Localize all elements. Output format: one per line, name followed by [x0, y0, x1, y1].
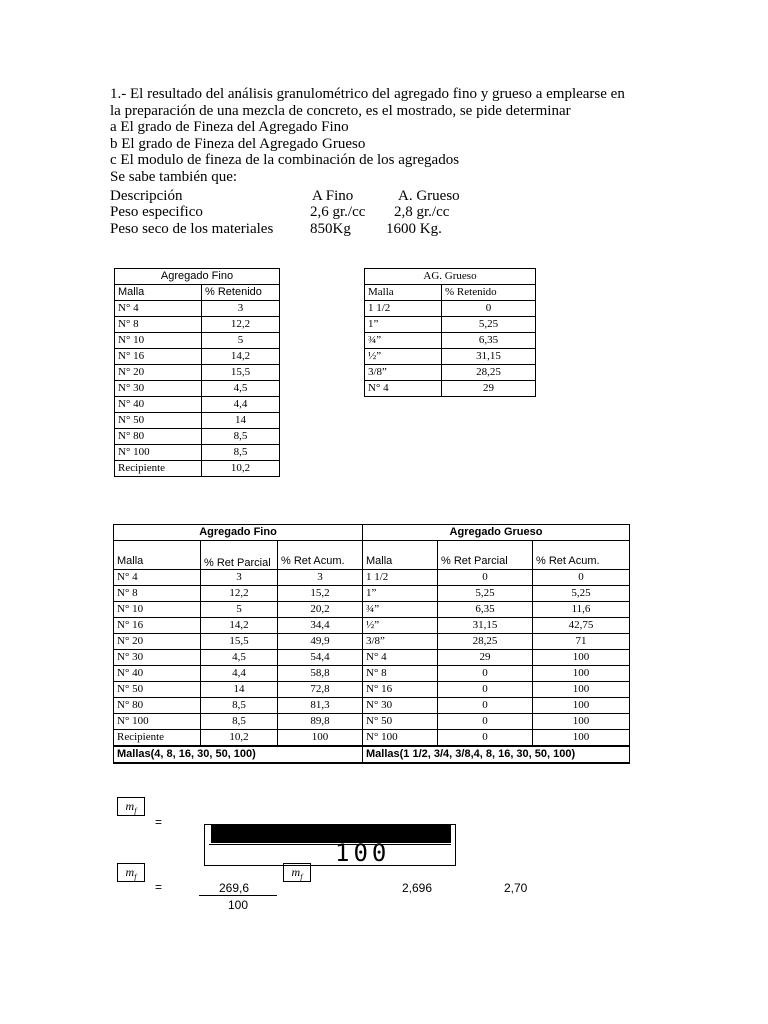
props-value-fino: 850Kg: [310, 221, 351, 237]
table-row: [115, 413, 280, 429]
mf-subscript: f: [134, 806, 137, 816]
props-label: Peso seco de los materiales: [110, 221, 274, 237]
column-header: % Retenido: [202, 285, 280, 301]
denominator: 100: [228, 898, 249, 912]
props-header-fino: A Fino: [312, 188, 354, 204]
table-cell: 14,2: [201, 618, 278, 634]
table-cell: 5,25: [533, 586, 630, 602]
column-header: Malla: [114, 541, 201, 570]
table-combinada: [113, 524, 630, 764]
table-cell: 1”: [363, 586, 438, 602]
table-cell: 42,75: [533, 618, 630, 634]
problem-statement: [110, 86, 670, 185]
intro-line: a El grado de Fineza del Agregado Fino: [110, 119, 349, 135]
fraction-line: [199, 895, 277, 896]
table-cell: N° 10: [115, 333, 202, 349]
table-row: [365, 333, 536, 349]
table-cell: 4,4: [202, 397, 280, 413]
table-cell: N° 16: [363, 682, 438, 698]
footer-mallas-grueso: Mallas(1 1/2, 3/4, 3/8,4, 8, 16, 30, 50, 100): [363, 746, 630, 763]
table-cell: 0: [438, 714, 533, 730]
props-value-grueso: 2,8 gr./cc: [394, 204, 450, 220]
table-cell: N° 16: [114, 618, 201, 634]
table-cell: 5: [202, 333, 280, 349]
table-row: [114, 570, 630, 586]
table-cell: 5,25: [438, 586, 533, 602]
intro-line: c El modulo de fineza de la combinación de los agregados: [110, 152, 460, 168]
table-cell: N° 40: [114, 666, 201, 682]
table-cell: 15,2: [278, 586, 363, 602]
table-cell: N° 30: [115, 381, 202, 397]
column-header: % Ret Parcial: [201, 541, 278, 570]
equals-sign: =: [155, 880, 163, 894]
table-row: [115, 397, 280, 413]
table-cell: N° 40: [115, 397, 202, 413]
table-cell: ¾”: [363, 602, 438, 618]
table-cell: 8,5: [202, 429, 280, 445]
table-cell: 0: [438, 682, 533, 698]
props-header-desc: Descripción: [110, 188, 183, 204]
table-title: Agregado Fino: [115, 269, 280, 285]
table-row: [365, 381, 536, 397]
section-title-fino: Agregado Fino: [114, 525, 363, 541]
table-cell: N° 30: [363, 698, 438, 714]
table-cell: 29: [442, 381, 536, 397]
table-cell: N° 30: [114, 650, 201, 666]
table-cell: N° 50: [363, 714, 438, 730]
formula-denominator: 100: [335, 839, 391, 866]
props-header-grueso: A. Grueso: [398, 188, 460, 204]
column-header: Malla: [115, 285, 202, 301]
intro-line: la preparación de una mezcla de concreto, es el mostrado, se pide determinar: [110, 102, 571, 119]
table-cell: N° 100: [115, 445, 202, 461]
result-rounded: 2,70: [504, 881, 528, 895]
table-cell: 3: [202, 301, 280, 317]
table-cell: ¾”: [365, 333, 442, 349]
mf-symbol: [117, 797, 145, 816]
table-cell: N° 50: [115, 413, 202, 429]
table-cell: 34,4: [278, 618, 363, 634]
table-cell: 5,25: [442, 317, 536, 333]
table-row: [114, 586, 630, 602]
table-row: [115, 461, 280, 477]
table-cell: 8,5: [201, 714, 278, 730]
table-cell: N° 100: [114, 714, 201, 730]
numerator: 269,6: [219, 881, 250, 895]
table-cell: N° 4: [365, 381, 442, 397]
mf-subscript: f: [300, 872, 303, 882]
props-value-grueso: 1600 Kg.: [386, 221, 442, 237]
table-cell: 1 1/2: [365, 301, 442, 317]
table-cell: N° 8: [114, 586, 201, 602]
table-cell: 4,4: [201, 666, 278, 682]
table-cell: N° 8: [115, 317, 202, 333]
mf-symbol: [117, 863, 145, 882]
table-cell: 14: [201, 682, 278, 698]
table-row: [365, 301, 536, 317]
section-title-grueso: Agregado Grueso: [363, 525, 630, 541]
table-cell: 8,5: [201, 698, 278, 714]
table-cell: 4,5: [201, 650, 278, 666]
table-cell: 28,25: [442, 365, 536, 381]
table-cell: 3/8”: [365, 365, 442, 381]
table-cell: 0: [438, 730, 533, 747]
table-cell: N° 16: [115, 349, 202, 365]
formula-numerator-blot: [211, 825, 451, 843]
intro-line: Se sabe también que:: [110, 168, 238, 185]
column-header: % Ret Acum.: [278, 541, 363, 570]
equals-sign: =: [155, 815, 163, 829]
table-cell: 0: [438, 570, 533, 586]
table-cell: 100: [533, 682, 630, 698]
mf-letter: m: [125, 799, 135, 813]
table-cell: 15,5: [202, 365, 280, 381]
table-row: [115, 301, 280, 317]
mf-subscript: f: [134, 872, 137, 882]
column-header: % Ret Parcial: [438, 541, 533, 570]
table-cell: 0: [438, 698, 533, 714]
table-cell: N° 20: [114, 634, 201, 650]
table-cell: 0: [533, 570, 630, 586]
table-row: [115, 445, 280, 461]
table-row: [114, 602, 630, 618]
table-cell: 3: [278, 570, 363, 586]
table-row: [365, 365, 536, 381]
table-cell: 10,2: [202, 461, 280, 477]
table-cell: N° 100: [363, 730, 438, 747]
table-cell: N° 4: [115, 301, 202, 317]
table-cell: 49,9: [278, 634, 363, 650]
table-cell: 15,5: [201, 634, 278, 650]
result: 2,696: [402, 881, 433, 895]
table-row: [365, 349, 536, 365]
table-cell: 3: [201, 570, 278, 586]
mf-letter: m: [125, 865, 135, 879]
table-cell: 100: [278, 730, 363, 747]
table-row: [115, 381, 280, 397]
table-cell: 5: [201, 602, 278, 618]
column-header: Malla: [365, 285, 442, 301]
table-cell: 6,35: [438, 602, 533, 618]
table-cell: N° 80: [115, 429, 202, 445]
table-row: [114, 714, 630, 730]
table-cell: 100: [533, 730, 630, 747]
table-row: [115, 349, 280, 365]
table-row: [115, 429, 280, 445]
table-cell: N° 4: [114, 570, 201, 586]
mf-symbol: [283, 863, 311, 882]
table-row: [114, 618, 630, 634]
props-value-fino: 2,6 gr./cc: [310, 204, 366, 220]
table-cell: 58,8: [278, 666, 363, 682]
table-row: [114, 666, 630, 682]
table-row: [365, 317, 536, 333]
table-cell: N° 4: [363, 650, 438, 666]
table-cell: 6,35: [442, 333, 536, 349]
intro-line: 1.- El resultado del análisis granulométrico del agregado fino y grueso a emplearse en: [110, 86, 625, 102]
table-agregado-fino: [114, 268, 280, 477]
table-cell: 8,5: [202, 445, 280, 461]
table-row: [115, 317, 280, 333]
table-row: [114, 698, 630, 714]
table-cell: 72,8: [278, 682, 363, 698]
table-cell: ½”: [365, 349, 442, 365]
column-header: % Ret Acum.: [533, 541, 630, 570]
table-row: [114, 682, 630, 698]
footer-mallas-fino: Mallas(4, 8, 16, 30, 50, 100): [114, 746, 363, 763]
table-cell: 10,2: [201, 730, 278, 747]
table-cell: 29: [438, 650, 533, 666]
table-cell: N° 80: [114, 698, 201, 714]
table-cell: 14: [202, 413, 280, 429]
mf-letter: m: [291, 865, 301, 879]
table-cell: 100: [533, 714, 630, 730]
table-cell: 12,2: [202, 317, 280, 333]
table-cell: 1”: [365, 317, 442, 333]
table-row: [114, 650, 630, 666]
table-cell: Recipiente: [115, 461, 202, 477]
table-cell: 100: [533, 698, 630, 714]
table-row: [115, 333, 280, 349]
table-cell: N° 8: [363, 666, 438, 682]
table-cell: 28,25: [438, 634, 533, 650]
table-cell: 31,15: [438, 618, 533, 634]
table-row: [114, 634, 630, 650]
formula-fraction-line: [209, 844, 451, 845]
table-cell: 20,2: [278, 602, 363, 618]
table-cell: 89,8: [278, 714, 363, 730]
column-header: Malla: [363, 541, 438, 570]
table-cell: 1 1/2: [363, 570, 438, 586]
table-cell: 12,2: [201, 586, 278, 602]
table-title: AG. Grueso: [365, 269, 536, 285]
column-header: % Retenido: [442, 285, 536, 301]
table-agregado-grueso: [364, 268, 536, 397]
table-cell: Recipiente: [114, 730, 201, 747]
table-cell: 0: [438, 666, 533, 682]
table-cell: 14,2: [202, 349, 280, 365]
table-cell: 54,4: [278, 650, 363, 666]
table-cell: 81,3: [278, 698, 363, 714]
table-cell: 31,15: [442, 349, 536, 365]
intro-line: b El grado de Fineza del Agregado Grueso: [110, 135, 366, 152]
table-cell: 3/8”: [363, 634, 438, 650]
formula-image: [204, 824, 456, 866]
table-cell: 11,6: [533, 602, 630, 618]
table-cell: N° 50: [114, 682, 201, 698]
table-cell: 4,5: [202, 381, 280, 397]
table-cell: 71: [533, 634, 630, 650]
table-row: [115, 365, 280, 381]
table-cell: ½”: [363, 618, 438, 634]
table-cell: 100: [533, 650, 630, 666]
table-cell: 0: [442, 301, 536, 317]
table-cell: N° 10: [114, 602, 201, 618]
props-label: Peso especifico: [110, 204, 203, 220]
table-cell: 100: [533, 666, 630, 682]
table-cell: N° 20: [115, 365, 202, 381]
table-row: [114, 730, 630, 747]
